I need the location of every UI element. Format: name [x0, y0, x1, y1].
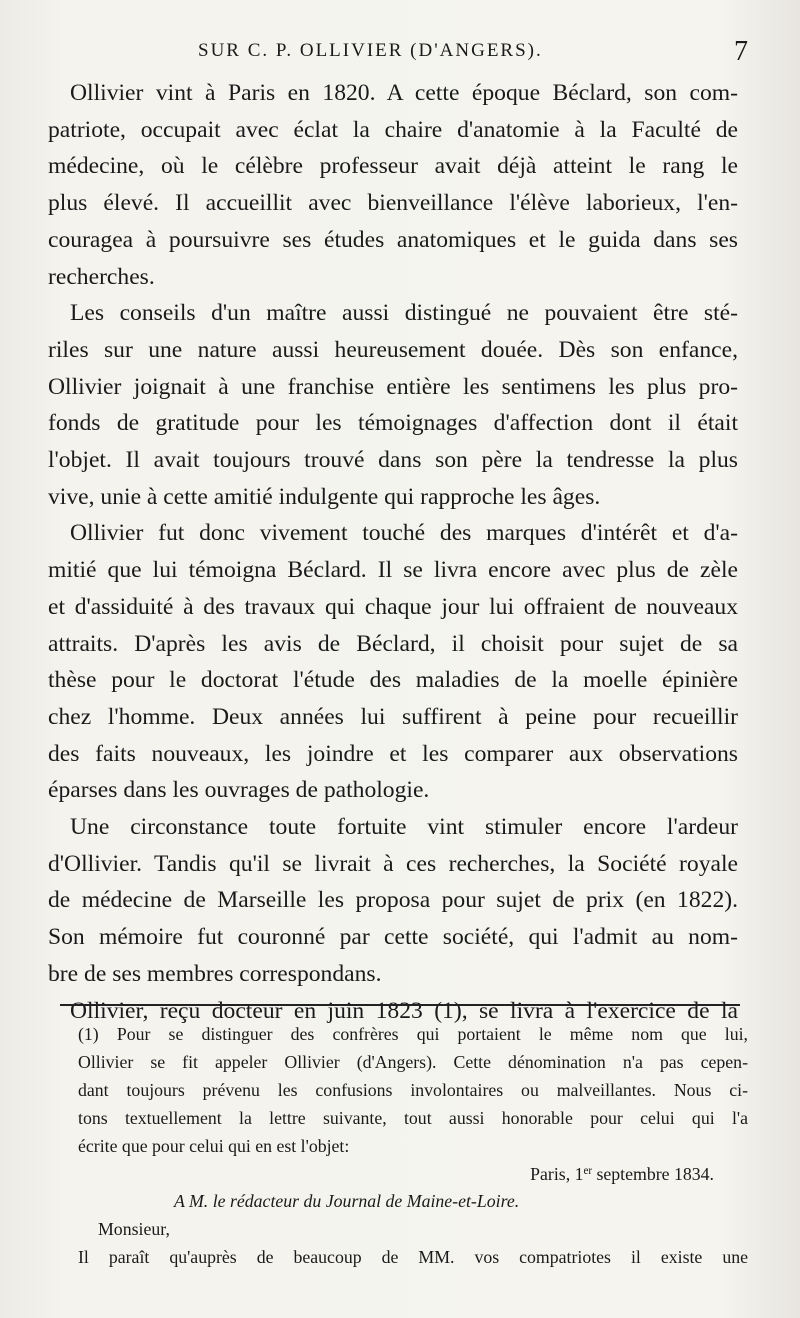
text-line: Les conseils d'un maître aussi distingué ne pouvaient être sté- — [70, 300, 738, 327]
text-line: thèse pour le doctorat l'étude des maladies de la moelle épinière — [48, 667, 738, 694]
text-line: de médecine de Marseille les proposa pour sujet de prix (en 1822). — [48, 887, 738, 914]
footnote — [78, 1021, 748, 1272]
paragraph-4 — [48, 809, 738, 993]
text-line: bre de ses membres correspondans. — [48, 960, 382, 987]
text-line: plus élevé. Il accueillit avec bienveillance l'élève laborieux, l'en- — [48, 190, 738, 217]
letter-address: A M. le rédacteur du Journal de Maine-et-Loire. — [174, 1191, 520, 1212]
letter-date-prefix: Paris, 1 — [530, 1163, 584, 1184]
text-line: patriote, occupait avec éclat la chaire d'anatomie à la Faculté de — [48, 116, 738, 143]
text-line: Ollivier fut donc vivement touché des marques d'intérêt et d'a- — [70, 520, 738, 547]
text-line: chez l'homme. Deux années lui suffirent à peine pour recueillir — [48, 703, 738, 730]
text-line: Ollivier vint à Paris en 1820. A cette époque Béclard, son com- — [70, 80, 738, 106]
letter-salutation: Monsieur, — [98, 1219, 170, 1240]
body-text — [48, 75, 738, 1029]
running-head — [48, 36, 748, 70]
letter-continuation: Il paraît qu'auprès de beaucoup de MM. vos compatriotes il existe une — [78, 1247, 748, 1268]
letter-date-superscript: er — [583, 1164, 593, 1177]
text-line: vive, unie à cette amitié indulgente qui rapproche les âges. — [48, 483, 601, 510]
text-line: Ollivier joignait à une franchise entière les sentimens les plus pro- — [48, 373, 738, 400]
text-line: recherches. — [48, 263, 155, 290]
paragraph-3 — [48, 515, 738, 809]
footnote-line: écrite que pour celui qui en est l'objet: — [78, 1135, 350, 1156]
text-line: couragea à poursuivre ses études anatomiques et le guida dans ses — [48, 226, 738, 253]
text-line: Son mémoire fut couronné par cette société, qui l'admit au nom- — [48, 924, 738, 951]
text-line: éparses dans les ouvrages de pathologie. — [48, 777, 430, 804]
paragraph-1 — [48, 75, 738, 295]
paragraph-2 — [48, 295, 738, 515]
text-line: et d'assiduité à des travaux qui chaque jour lui offraient de nouveaux — [48, 593, 738, 620]
letter-date-suffix: septembre 1834. — [592, 1163, 714, 1184]
text-line: fonds de gratitude pour les témoignages d'affection dont il était — [48, 410, 738, 437]
text-line: Ollivier, reçu docteur en juin 1823 (1), se livra à l'exercice de la — [70, 997, 738, 1024]
running-title: SUR C. P. OLLIVIER (D'ANGERS). — [198, 40, 543, 61]
text-line: riles sur une nature aussi heureusement douée. Dès son enfance, — [48, 336, 738, 363]
footnote-rule — [60, 1004, 740, 1006]
footnote-line: tons textuellement la lettre suivante, tout aussi honorable pour celui qui l'a — [78, 1107, 748, 1128]
footnote-line: dant toujours prévenu les confusions involontaires ou malveillantes. Nous ci- — [78, 1079, 748, 1100]
page-number: 7 — [734, 36, 748, 67]
text-line: des faits nouveaux, les joindre et les comparer aux observations — [48, 740, 738, 767]
text-line: d'Ollivier. Tandis qu'il se livrait à ces recherches, la Société royale — [48, 850, 738, 877]
letter-date — [78, 1161, 748, 1189]
footnote-line: (1) Pour se distinguer des confrères qui portaient le même nom que lui, — [78, 1024, 748, 1044]
text-line: attraits. D'après les avis de Béclard, il choisit pour sujet de sa — [48, 630, 738, 657]
footnote-line: Ollivier se fit appeler Ollivier (d'Angers). Cette dénomination n'a pas cepen- — [78, 1051, 748, 1072]
text-line: mitié que lui témoigna Béclard. Il se livra encore avec plus de zèle — [48, 557, 738, 584]
text-line: médecine, où le célèbre professeur avait déjà atteint le rang le — [48, 153, 738, 180]
text-line: l'objet. Il avait toujours trouvé dans son père la tendresse la plus — [48, 447, 738, 474]
text-line: Une circonstance toute fortuite vint stimuler encore l'ardeur — [70, 814, 738, 841]
